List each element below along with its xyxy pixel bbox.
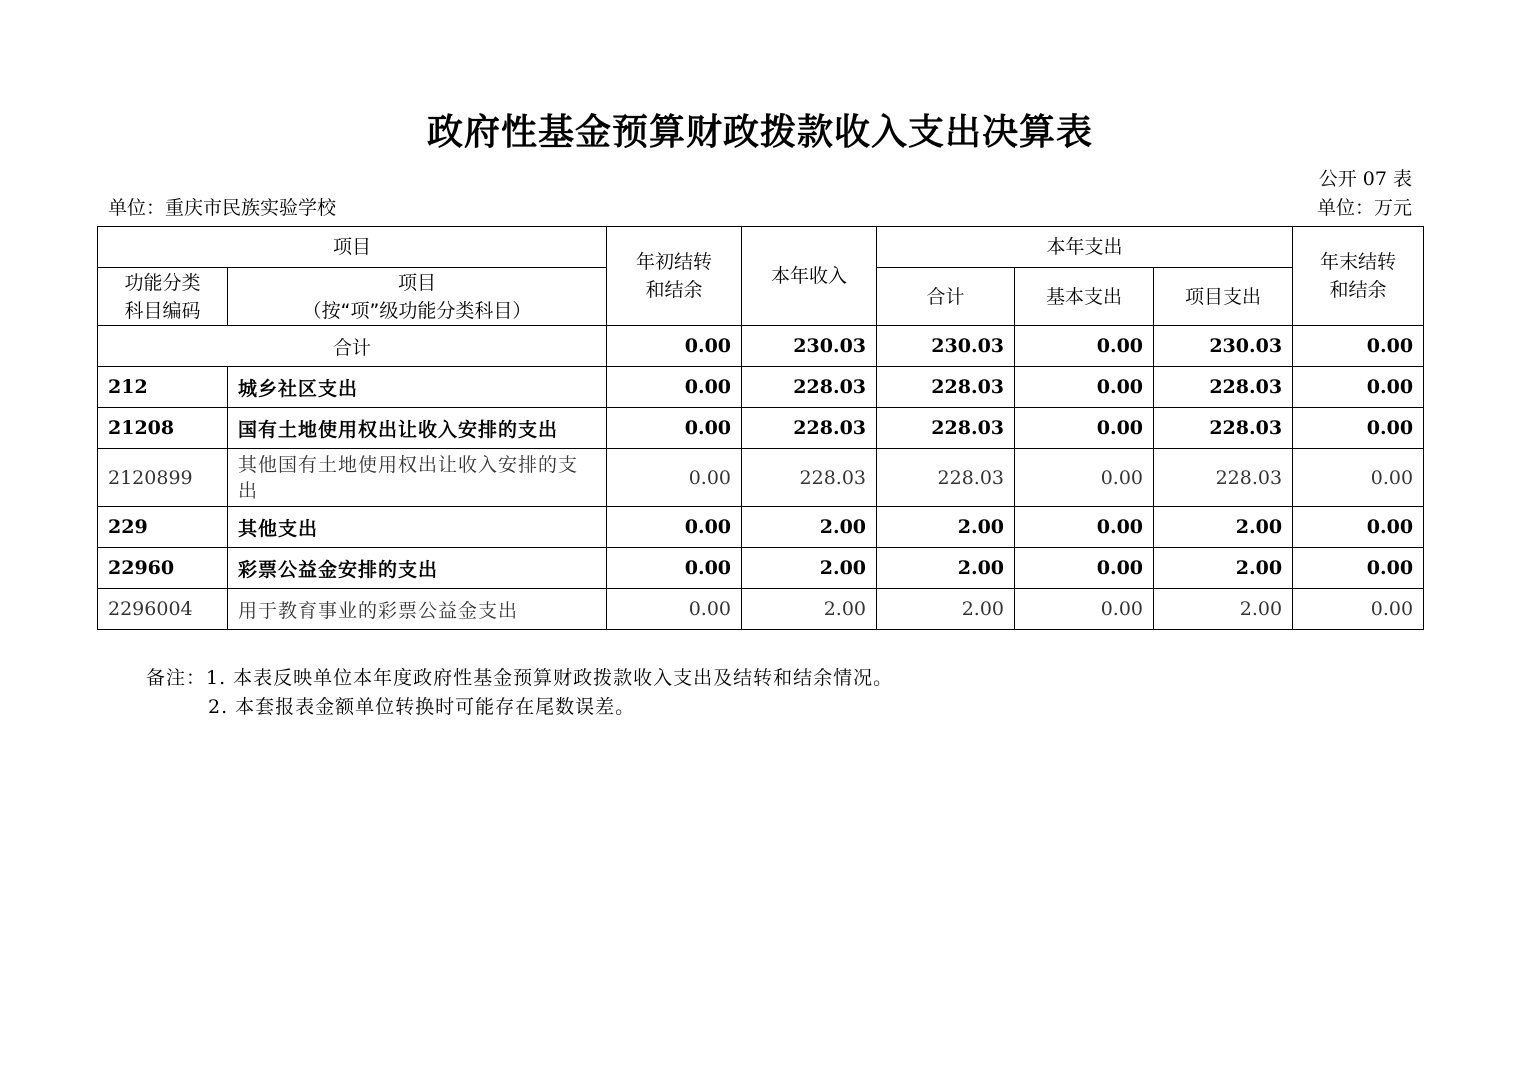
money-unit: 单位：万元 — [1316, 197, 1412, 219]
cell-value: 228.03 — [742, 408, 877, 449]
cell-value: 228.03 — [877, 367, 1015, 408]
cell-value: 0.00 — [1293, 367, 1424, 408]
header-begin-balance: 年初结转 和结余 — [607, 227, 742, 326]
cell-value: 2.00 — [742, 548, 877, 589]
cell-value: 0.00 — [607, 408, 742, 449]
row-code: 22960 — [98, 548, 228, 589]
page-title: 政府性基金预算财政拨款收入支出决算表 — [426, 112, 1093, 153]
budget-table — [97, 226, 1424, 630]
row-code: 21208 — [98, 408, 228, 449]
header-item-group: 项目 — [98, 227, 607, 268]
cell-value: 0.00 — [1293, 548, 1424, 589]
row-name: 其他国有土地使用权出让收入安排的支出 — [228, 449, 607, 507]
table-row — [98, 548, 1424, 589]
cell-value: 0.00 — [1293, 507, 1424, 548]
header-code: 功能分类 科目编码 — [98, 268, 228, 326]
cell-value: 228.03 — [1154, 449, 1293, 507]
cell-value: 0.00 — [1015, 589, 1154, 630]
cell-value: 228.03 — [742, 367, 877, 408]
table-row — [98, 367, 1424, 408]
cell-value: 2.00 — [1154, 507, 1293, 548]
row-code: 2296004 — [98, 589, 228, 630]
cell-value: 0.00 — [1015, 367, 1154, 408]
cell-value: 0.00 — [1015, 408, 1154, 449]
cell-value: 0.00 — [1015, 507, 1154, 548]
header-income: 本年收入 — [742, 227, 877, 326]
cell-value: 0.00 — [1015, 449, 1154, 507]
cell-value: 2.00 — [1154, 548, 1293, 589]
row-code: 212 — [98, 367, 228, 408]
cell-value: 230.03 — [742, 326, 877, 367]
cell-value: 228.03 — [877, 449, 1015, 507]
cell-value: 0.00 — [607, 589, 742, 630]
form-number: 公开 07 表 — [1318, 168, 1412, 190]
row-name: 国有土地使用权出让收入安排的支出 — [228, 408, 607, 449]
cell-value: 228.03 — [1154, 408, 1293, 449]
table-row — [98, 449, 1424, 507]
total-label: 合计 — [98, 326, 607, 367]
cell-value: 0.00 — [1293, 326, 1424, 367]
row-code: 229 — [98, 507, 228, 548]
cell-value: 2.00 — [1154, 589, 1293, 630]
cell-value: 0.00 — [1293, 449, 1424, 507]
cell-value: 0.00 — [1293, 408, 1424, 449]
header-end-balance: 年末结转 和结余 — [1293, 227, 1424, 326]
cell-value: 2.00 — [877, 507, 1015, 548]
row-name: 其他支出 — [228, 507, 607, 548]
cell-value: 0.00 — [607, 507, 742, 548]
header-expense-group: 本年支出 — [877, 227, 1293, 268]
note-line-1: 备注：1. 本表反映单位本年度政府性基金预算财政拨款收入支出及结转和结余情况。 — [146, 667, 894, 689]
cell-value: 2.00 — [742, 507, 877, 548]
note-line-2: 2. 本套报表金额单位转换时可能存在尾数误差。 — [208, 696, 636, 718]
cell-value: 228.03 — [1154, 367, 1293, 408]
cell-value: 0.00 — [607, 326, 742, 367]
header-expense-project: 项目支出 — [1154, 268, 1293, 326]
table-row — [98, 408, 1424, 449]
header-expense-basic: 基本支出 — [1015, 268, 1154, 326]
cell-value: 2.00 — [742, 589, 877, 630]
cell-value: 0.00 — [1293, 589, 1424, 630]
cell-value: 0.00 — [607, 449, 742, 507]
row-name: 彩票公益金安排的支出 — [228, 548, 607, 589]
cell-value: 0.00 — [607, 548, 742, 589]
organization-unit: 单位：重庆市民族实验学校 — [108, 197, 337, 219]
cell-value: 2.00 — [877, 589, 1015, 630]
cell-value: 230.03 — [877, 326, 1015, 367]
notes — [146, 664, 893, 722]
table-row — [98, 589, 1424, 630]
cell-value: 228.03 — [877, 408, 1015, 449]
cell-value: 2.00 — [877, 548, 1015, 589]
header-name: 项目 （按“项”级功能分类科目） — [228, 268, 607, 326]
cell-value: 0.00 — [1015, 548, 1154, 589]
row-name: 用于教育事业的彩票公益金支出 — [228, 589, 607, 630]
total-row — [98, 326, 1424, 367]
row-name: 城乡社区支出 — [228, 367, 607, 408]
table-row — [98, 507, 1424, 548]
cell-value: 230.03 — [1154, 326, 1293, 367]
cell-value: 0.00 — [1015, 326, 1154, 367]
cell-value: 0.00 — [607, 367, 742, 408]
header-expense-total: 合计 — [877, 268, 1015, 326]
row-code: 2120899 — [98, 449, 228, 507]
cell-value: 228.03 — [742, 449, 877, 507]
